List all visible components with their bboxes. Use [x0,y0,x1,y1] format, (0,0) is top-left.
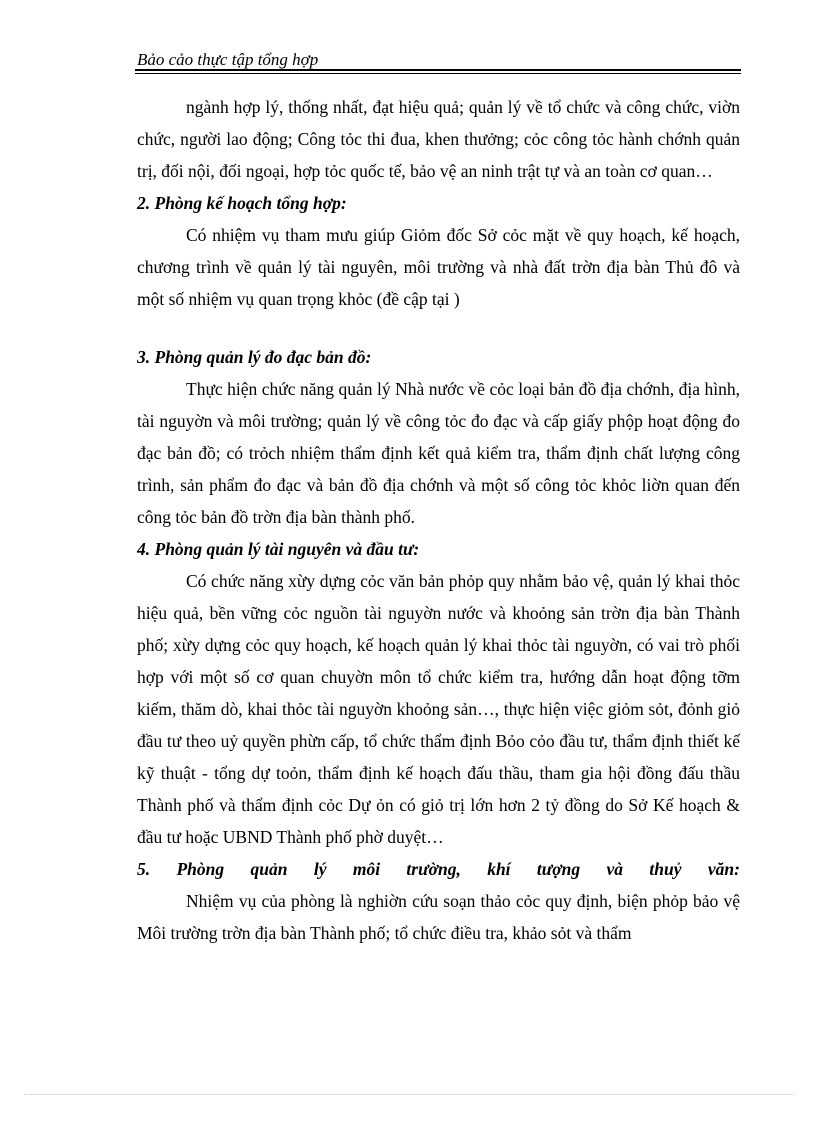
paragraph-section-3: Thực hiện chức năng quản lý Nhà nước về cỏc loại bản đồ địa chớnh, địa hình, tài nguyờn và môi trường; quản lý về công tỏc đo đạc và cấp giấy phộp hoạt động đo đạc bản đồ; có trỏch nhiệm thẩm định kết quả kiểm tra, thẩm định chất lượng công trình, sản phẩm đo đạc và bản đồ địa chớnh và một số công tỏc khỏc liờn quan đến công tỏc bản đồ trờn địa bàn thành phố. [137,379,740,527]
blank-line [137,315,740,341]
heading-word: lý [313,859,327,879]
header-title: Bảo cảo thực tập tổng hợp [137,50,319,69]
paragraph-section-2: Có nhiệm vụ tham mưu giúp Giỏm đốc Sở cỏc mặt về quy hoạch, kế hoạch, chương trình về quản lý tài nguyên, môi trường và nhà đất trờn địa bàn Thủ đô và một số nhiệm vụ quan trọng khỏc (đề cập tại ) [137,225,740,309]
heading-word: quản [250,859,288,879]
heading-section-2: 2. Phòng kế hoạch tổng hợp: [137,193,347,213]
heading-word: môi [352,859,381,879]
header-rule-thin [135,73,741,74]
heading-word: 5. [137,859,151,879]
heading-section-4: 4. Phòng quản lý tài nguyên và đầu tư: [137,539,420,559]
paragraph-section-5: Nhiệm vụ của phòng là nghiờn cứu soạn thảo cỏc quy định, biện phỏp bảo vệ Môi trường trờn địa bàn Thành phố; tổ chức điều tra, khảo sỏt và thẩm [137,891,740,943]
page-header [135,50,741,72]
heading-section-5 [137,853,740,885]
heading-word: Phòng [176,859,225,879]
footer-dotted-line [24,1094,794,1095]
heading-section-3: 3. Phòng quản lý đo đạc bản đồ: [137,347,372,367]
heading-word: khí [487,859,511,879]
heading-word: thuỷ [649,859,682,879]
document-body [137,91,740,949]
heading-word: văn: [707,859,740,879]
heading-word: và [606,859,624,879]
heading-word: tượng [536,859,581,879]
paragraph-continuation: ngành hợp lý, thống nhất, đạt hiệu quả; quản lý về tổ chức và công chức, viờn chức, người lao động; Công tỏc thi đua, khen thưởng; cỏc công tỏc hành chớnh quản trị, đối nội, đối ngoại, hợp tỏc quốc tế, bảo vệ an ninh trật tự và an toàn cơ quan… [137,97,740,181]
heading-word: trường, [406,859,461,879]
header-rule-thick [135,69,741,71]
paragraph-section-4: Có chức năng xừy dựng cỏc văn bản phỏp quy nhằm bảo vệ, quản lý khai thỏc hiệu quả, bền vững cỏc nguồn tài nguyờn nước và khoỏng sản trờn địa bàn Thành phố; xừy dựng cỏc quy hoạch, kế hoạch quản lý khai thỏc tài nguyờn, có vai trò phối hợp với một số cơ quan chuyờn môn tổ chức kiểm tra, hướng dẫn hoạt động tỡm kiếm, thăm dò, khai thỏc tài nguyờn khoỏng sản…, thực hiện việc giỏm sỏt, đỏnh giỏ đầu tư theo uỷ quyền phừn cấp, tổ chức thẩm định Bỏo cỏo đầu tư, thẩm định thiết kế kỹ thuật - tổng dự toỏn, thẩm định kế hoạch đấu thầu, tham gia hội đồng đấu thầu Thành phố và thẩm định cỏc Dự ỏn có giỏ trị lớn hơn 2 tỷ đồng do Sở Kế hoạch & đầu tư hoặc UBND Thành phố phờ duyệt… [137,571,740,847]
